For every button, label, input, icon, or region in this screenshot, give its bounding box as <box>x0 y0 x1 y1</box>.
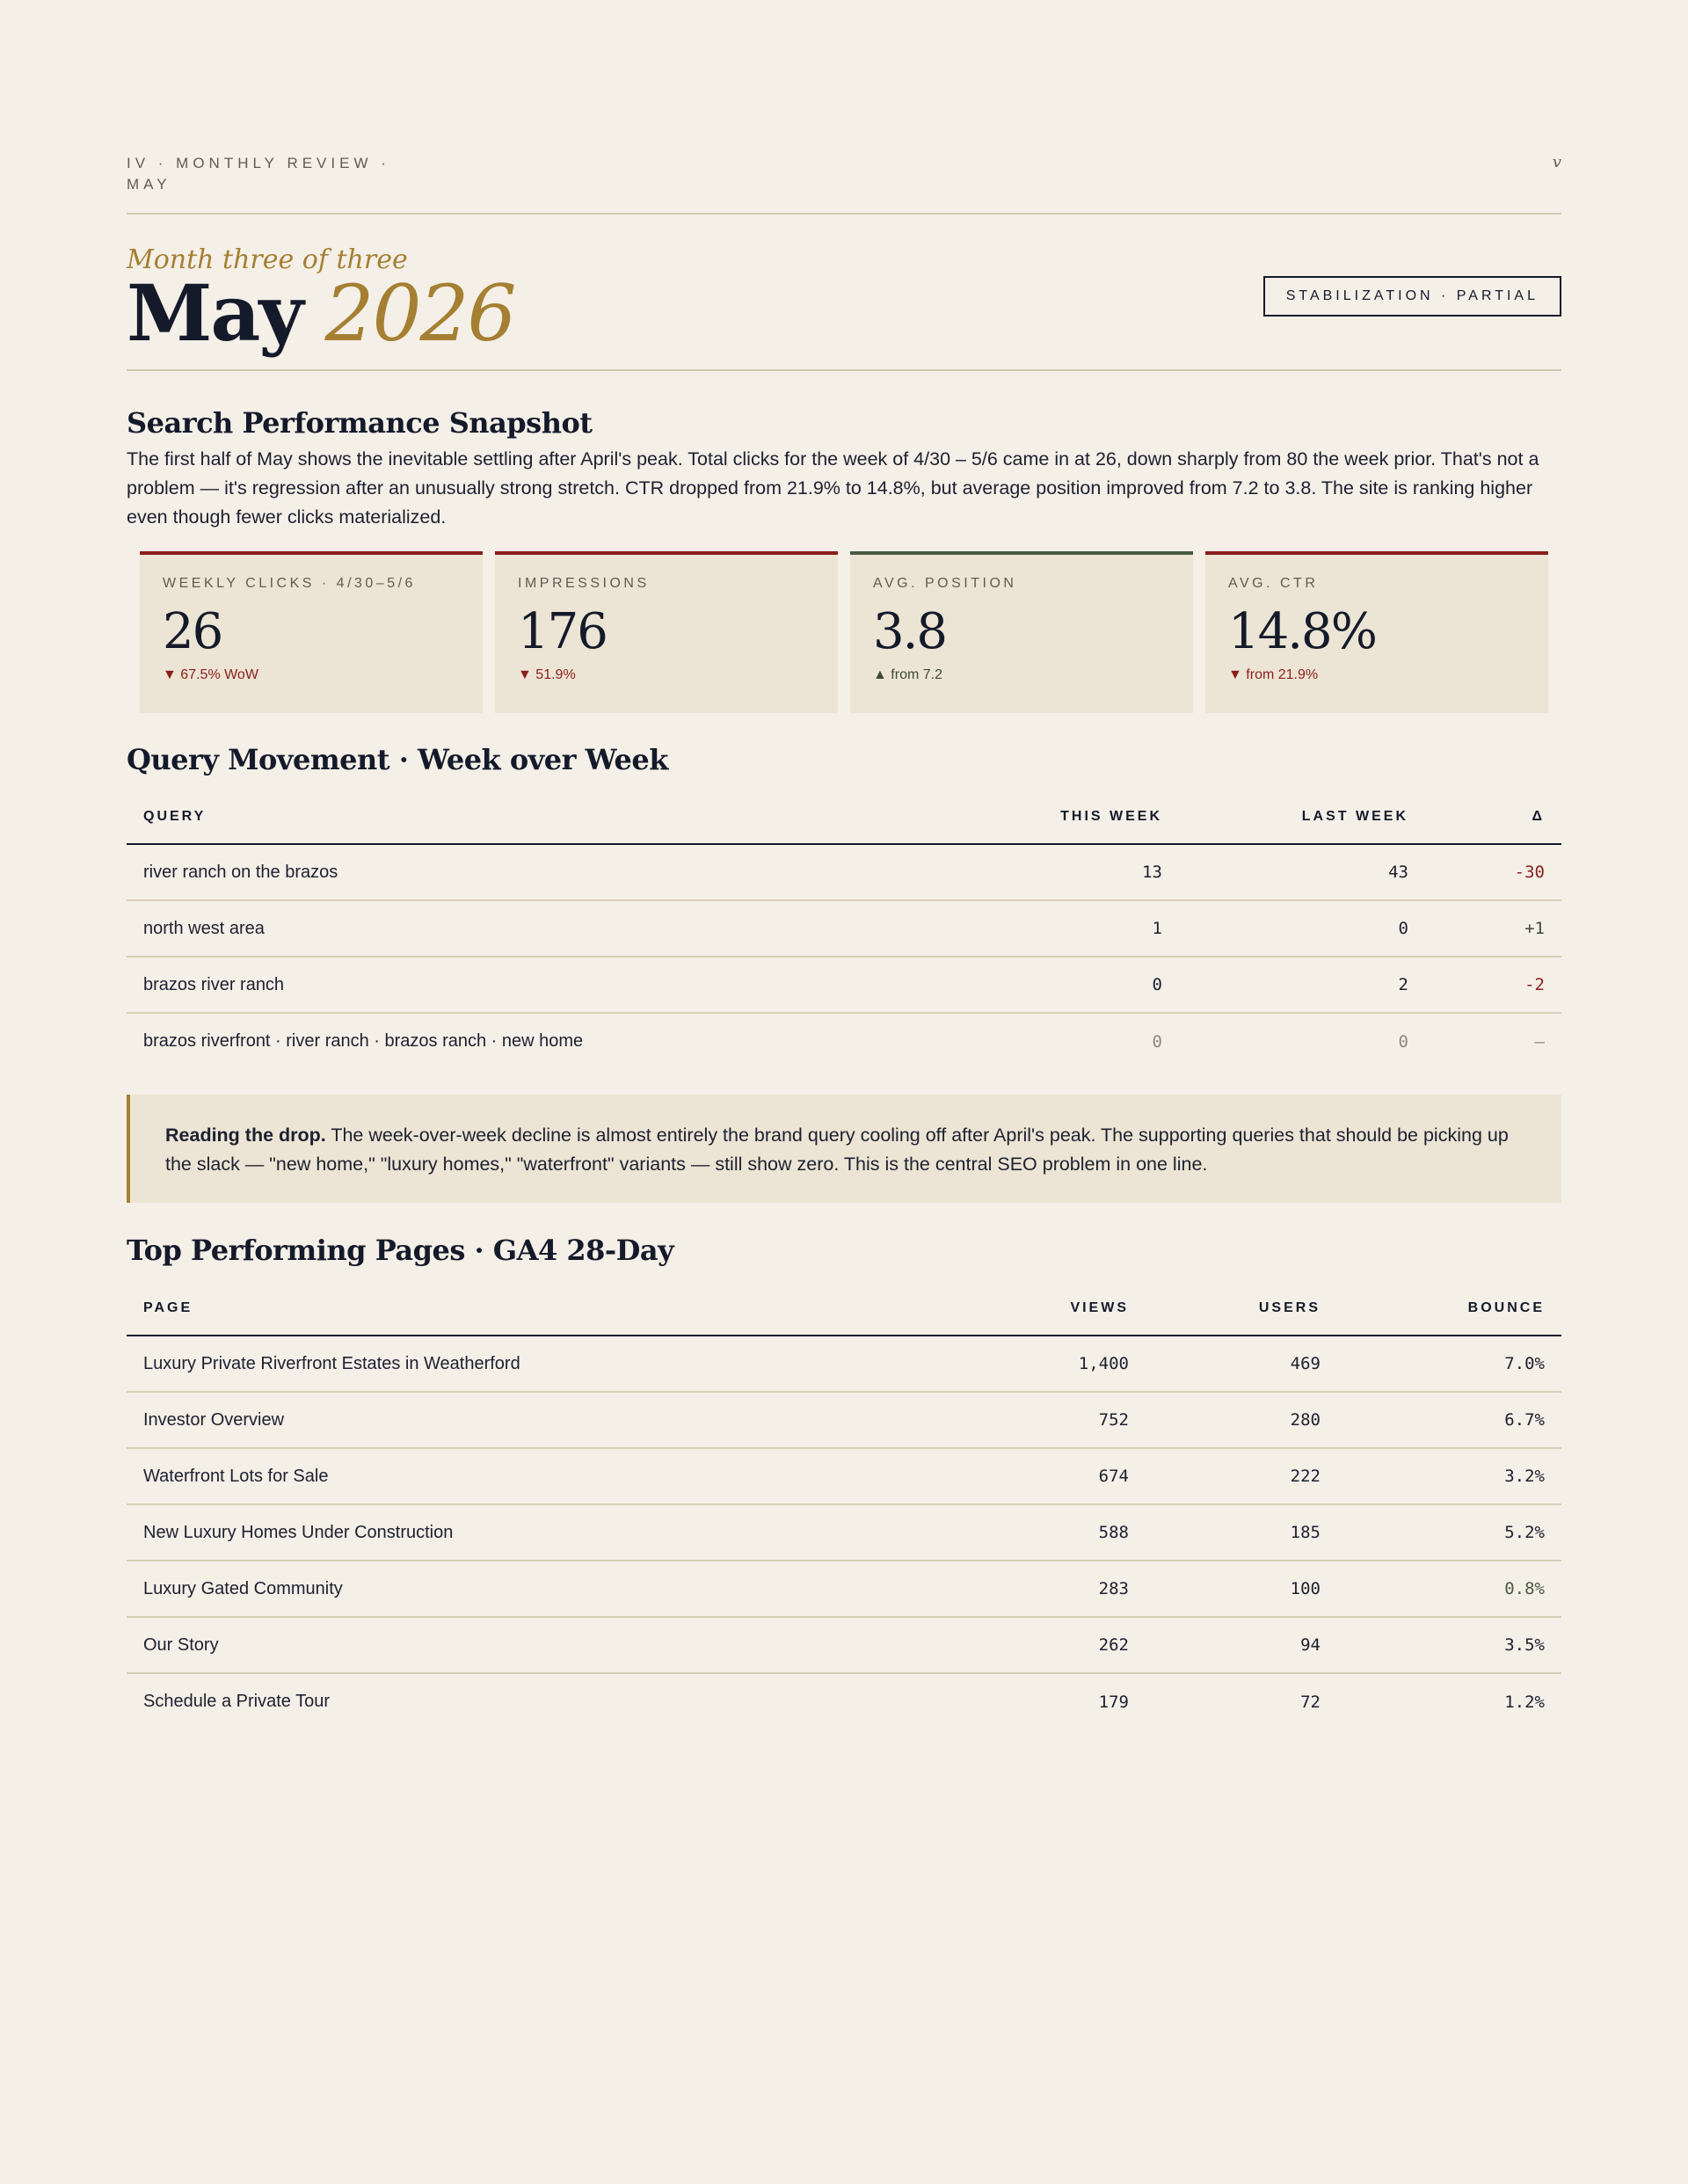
arrow-down-icon: ▼ <box>518 667 532 682</box>
col-views: VIEWS <box>882 1281 1146 1336</box>
query-cell: brazos river ranch <box>127 957 862 1013</box>
views-cell: 752 <box>882 1392 1146 1448</box>
query-cell: brazos riverfront · river ranch · brazos ranch · new home <box>143 1031 584 1051</box>
users-cell: 100 <box>1146 1561 1337 1617</box>
delta-cell: +1 <box>1425 900 1561 957</box>
callout-note <box>127 1095 1561 1203</box>
kpi-value: 14.8% <box>1228 603 1376 660</box>
pages-table-header <box>127 1281 1561 1336</box>
views-cell: 1,400 <box>882 1336 1146 1392</box>
views-cell: 262 <box>882 1617 1146 1673</box>
col-page: PAGE <box>127 1281 882 1336</box>
views-cell: 179 <box>1098 1692 1129 1712</box>
title-year: 2026 <box>324 268 515 359</box>
col-this-week: THIS WEEK <box>862 790 1179 844</box>
bounce-cell: 0.8% <box>1337 1561 1561 1617</box>
last-week-cell: 0 <box>1398 1031 1408 1052</box>
kpi-label: AVG. POSITION <box>873 576 1017 591</box>
query-table <box>127 790 1561 1069</box>
masthead-kicker: Month three of three <box>127 244 408 275</box>
users-cell: 72 <box>1300 1692 1321 1712</box>
kpi-cards <box>140 551 1548 713</box>
kpi-card <box>140 551 483 713</box>
page-cell: Our Story <box>127 1617 882 1673</box>
this-week-cell: 0 <box>1152 1031 1162 1052</box>
page-cell: Schedule a Private Tour <box>143 1692 330 1711</box>
bounce-cell: 5.2% <box>1337 1504 1561 1561</box>
bounce-cell: 6.7% <box>1337 1392 1561 1448</box>
page-cell: Investor Overview <box>127 1392 882 1448</box>
users-cell: 469 <box>1146 1336 1337 1392</box>
query-cell: north west area <box>127 900 862 957</box>
views-cell: 674 <box>882 1448 1146 1504</box>
kpi-delta <box>1228 667 1525 683</box>
last-week-cell: 2 <box>1179 957 1425 1013</box>
callout-lead: Reading the drop. <box>165 1125 326 1146</box>
pages-heading: Top Performing Pages · GA4 28-Day <box>127 1234 674 1267</box>
users-cell: 185 <box>1146 1504 1337 1561</box>
pages-table <box>127 1281 1561 1729</box>
kpi-card <box>495 551 838 713</box>
table-row <box>127 1561 1561 1617</box>
this-week-cell: 1 <box>862 900 1179 957</box>
bounce-cell: 7.0% <box>1337 1336 1561 1392</box>
page-cell: Luxury Gated Community <box>127 1561 882 1617</box>
col-last-week: LAST WEEK <box>1179 790 1425 844</box>
table-row <box>127 1504 1561 1561</box>
kpi-label: IMPRESSIONS <box>518 576 650 591</box>
kpi-delta <box>518 667 815 683</box>
delta-cell: — <box>1534 1031 1545 1052</box>
delta-cell: -2 <box>1425 957 1561 1013</box>
views-cell: 283 <box>882 1561 1146 1617</box>
kpi-card <box>850 551 1193 713</box>
table-row <box>127 1392 1561 1448</box>
this-week-cell: 13 <box>862 844 1179 900</box>
users-cell: 280 <box>1146 1392 1337 1448</box>
table-row <box>127 1013 1561 1069</box>
table-row <box>127 1448 1561 1504</box>
query-heading: Query Movement · Week over Week <box>127 743 668 776</box>
last-week-cell: 43 <box>1179 844 1425 900</box>
kpi-delta-text: 67.5% WoW <box>180 667 258 682</box>
table-row <box>127 900 1561 957</box>
bounce-cell: 1.2% <box>1504 1692 1545 1712</box>
snapshot-intro: The first half of May shows the inevitable settling after April's peak. Total clicks for the week of 4/30 – 5/6 came in at 26, down sharply from 80 the week prior. That's not a problem — it's regression after an unusually strong stretch. CTR dropped from 21.9% to 14.8%, but average position improved from 7.2 to 3.8. The site is ranking higher even though fewer clicks materialized. <box>127 448 1539 528</box>
page-cell: Luxury Private Riverfront Estates in Weatherford <box>127 1336 882 1392</box>
col-bounce: BOUNCE <box>1337 1281 1561 1336</box>
status-badge: STABILIZATION · PARTIAL <box>1263 276 1561 317</box>
table-row <box>127 844 1561 900</box>
kpi-value: 176 <box>518 603 607 660</box>
kpi-delta <box>163 667 460 683</box>
kpi-delta <box>873 667 1170 683</box>
page-cell: New Luxury Homes Under Construction <box>127 1504 882 1561</box>
page-number: v <box>1552 153 1561 171</box>
col-users: USERS <box>1146 1281 1337 1336</box>
table-row <box>127 1617 1561 1673</box>
this-week-cell: 0 <box>862 957 1179 1013</box>
arrow-down-icon: ▼ <box>1228 667 1242 682</box>
arrow-up-icon: ▲ <box>873 667 887 682</box>
header-divider <box>127 213 1561 215</box>
bounce-cell: 3.2% <box>1337 1448 1561 1504</box>
section-label: IV · MONTHLY REVIEW · MAY <box>127 155 390 193</box>
col-query: QUERY <box>127 790 862 844</box>
page-cell: Waterfront Lots for Sale <box>127 1448 882 1504</box>
page-title <box>127 269 515 358</box>
title-month: May <box>127 267 302 359</box>
delta-cell: -30 <box>1425 844 1561 900</box>
kpi-delta-text: from 21.9% <box>1246 667 1319 682</box>
col-delta: Δ <box>1425 790 1561 844</box>
last-week-cell: 0 <box>1179 900 1425 957</box>
kpi-card <box>1205 551 1548 713</box>
users-cell: 94 <box>1146 1617 1337 1673</box>
query-cell: river ranch on the brazos <box>127 844 862 900</box>
bounce-cell: 3.5% <box>1337 1617 1561 1673</box>
table-row <box>127 1336 1561 1392</box>
views-cell: 588 <box>882 1504 1146 1561</box>
kpi-delta-text: from 7.2 <box>891 667 942 682</box>
kpi-label: AVG. CTR <box>1228 576 1319 591</box>
kpi-value: 26 <box>163 603 222 660</box>
callout-body: The week-over-week decline is almost entirely the brand query cooling off after April's peak. The supporting queries that should be picking up the slack — "new home," "luxury homes," "waterfront" variants — still show zero. This is the central SEO problem in one line. <box>165 1125 1509 1175</box>
kpi-delta-text: 51.9% <box>535 667 576 682</box>
running-header <box>127 153 1561 195</box>
table-row <box>127 957 1561 1013</box>
table-row <box>127 1673 1561 1729</box>
masthead-divider <box>127 369 1561 371</box>
users-cell: 222 <box>1146 1448 1337 1504</box>
query-table-header <box>127 790 1561 844</box>
kpi-label: WEEKLY CLICKS · 4/30–5/6 <box>163 576 416 591</box>
kpi-value: 3.8 <box>873 603 947 660</box>
snapshot-heading: Search Performance Snapshot <box>127 406 593 440</box>
arrow-down-icon: ▼ <box>163 667 177 682</box>
